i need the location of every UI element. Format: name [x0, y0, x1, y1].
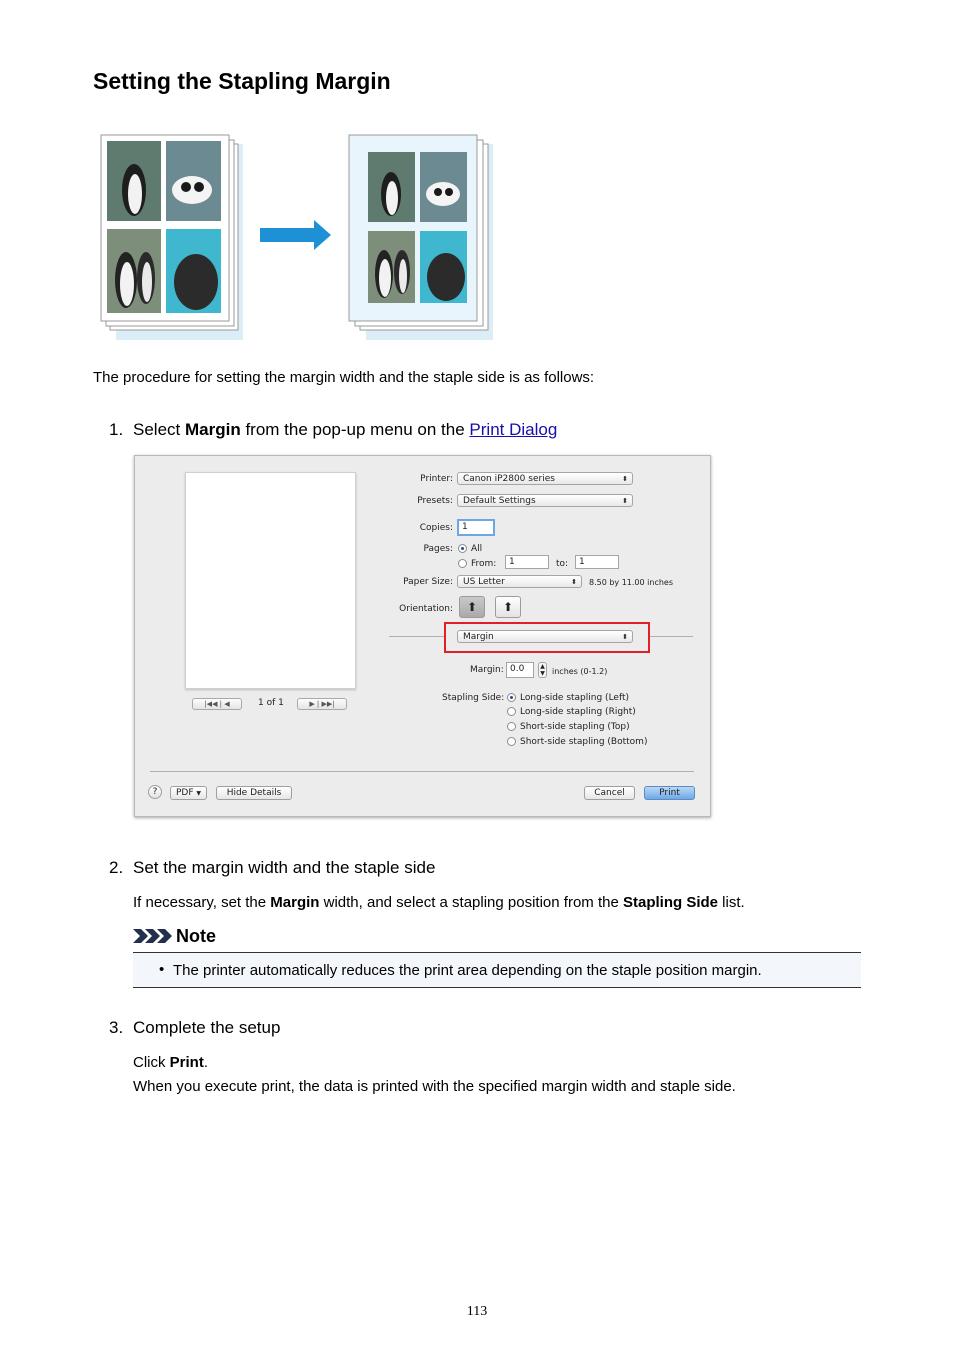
margin-input[interactable]: 0.0	[506, 662, 534, 678]
step-3-title: 3. Complete the setup	[109, 1018, 281, 1037]
step-2-title: 2. Set the margin width and the staple side	[109, 858, 436, 877]
menu-popup-select[interactable]: Margin ⬍	[457, 630, 633, 643]
cancel-button[interactable]: Cancel	[584, 786, 635, 800]
pages-all-radio[interactable]	[458, 544, 467, 553]
step-3-body-1: Click Print.	[133, 1054, 209, 1071]
stapling-option-label: Short-side stapling (Top)	[520, 722, 630, 732]
page-counter: 1 of 1	[258, 698, 284, 708]
printer-label: Printer:	[420, 474, 453, 484]
presets-select[interactable]: Default Settings ⬍	[457, 494, 633, 507]
print-button[interactable]: Print	[644, 786, 695, 800]
stapling-long-left-radio[interactable]	[507, 693, 516, 702]
orientation-label: Orientation:	[399, 604, 453, 614]
stapling-short-top-radio[interactable]	[507, 722, 516, 731]
note-chevrons-icon	[133, 928, 173, 944]
pages-from-label: From:	[471, 559, 497, 569]
stapling-short-bottom-radio[interactable]	[507, 737, 516, 746]
note-box	[133, 952, 861, 988]
step-2-body: If necessary, set the Margin width, and select a stapling position from the Stapling Side list.	[133, 894, 745, 911]
triangle-down-icon: ▼	[196, 790, 202, 797]
to-label: to:	[556, 559, 569, 569]
page-number: 113	[466, 1304, 488, 1319]
divider-left	[389, 636, 445, 637]
footer-divider	[150, 771, 694, 772]
stapling-option-label: Long-side stapling (Right)	[520, 707, 636, 717]
landscape-orientation-icon[interactable]: ⬆	[495, 596, 521, 618]
print-preview	[185, 472, 356, 689]
stapling-option-label: Long-side stapling (Left)	[520, 693, 630, 703]
arrow-right-icon	[260, 220, 331, 250]
to-page-input[interactable]: 1	[575, 555, 619, 569]
emphasis-margin: Margin	[184, 420, 241, 439]
bullet: •	[159, 961, 165, 978]
copies-input[interactable]: 1	[457, 519, 495, 536]
from-page-input[interactable]: 1	[505, 555, 549, 569]
highlight-frame	[444, 622, 650, 653]
print-dialog	[134, 455, 711, 817]
stapling-side-label: Stapling Side:	[442, 693, 505, 703]
note-item: The printer automatically reduces the print area depending on the staple position margin.	[173, 962, 762, 979]
intro-paragraph: The procedure for setting the margin width and the staple side is as follows:	[93, 369, 595, 386]
updown-arrows-icon: ⬍	[622, 497, 628, 505]
step-number: 2.	[109, 858, 124, 877]
pages-from-radio[interactable]	[458, 559, 467, 568]
stapling-margin-illustration	[98, 132, 498, 346]
step-number: 3.	[109, 1018, 124, 1037]
margin-units: inches (0-1.2)	[552, 667, 608, 676]
updown-arrows-icon: ⬍	[622, 475, 628, 483]
hide-details-button[interactable]: Hide Details	[216, 786, 292, 800]
help-button[interactable]: ?	[148, 785, 162, 799]
print-dialog-link[interactable]: Print Dialog	[469, 420, 558, 439]
margin-stepper[interactable]: ▲ ▼	[538, 662, 547, 678]
divider-right	[649, 636, 693, 637]
printer-select[interactable]: Canon iP2800 series ⬍	[457, 472, 633, 485]
pages-all-label: All	[471, 544, 483, 554]
stapling-long-right-radio[interactable]	[507, 707, 516, 716]
step-1-title: 1. Select Margin from the pop-up menu on the Print Dialog	[109, 420, 558, 439]
page-title: Setting the Stapling Margin	[93, 68, 391, 94]
portrait-orientation-icon[interactable]: ⬆	[459, 596, 485, 618]
paper-size-label: Paper Size:	[403, 577, 453, 587]
pdf-menu-button[interactable]: PDF ▼	[170, 786, 207, 800]
pages-label: Pages:	[423, 544, 453, 554]
step-3-body-2: When you execute print, the data is printed with the specified margin width and staple side.	[133, 1078, 736, 1095]
updown-arrows-icon: ⬍	[571, 578, 577, 586]
paper-size-dimensions: 8.50 by 11.00 inches	[589, 578, 674, 587]
note-label: Note	[176, 926, 216, 946]
updown-arrows-icon: ⬍	[622, 633, 628, 641]
presets-label: Presets:	[417, 496, 453, 506]
paper-size-select[interactable]: US Letter ⬍	[457, 575, 582, 588]
margin-label: Margin:	[470, 665, 504, 675]
original-page-stack	[101, 135, 243, 340]
next-last-page-button[interactable]: ▶ | ▶▶|	[297, 698, 347, 710]
step-number: 1.	[109, 420, 124, 439]
stapling-option-label: Short-side stapling (Bottom)	[520, 737, 648, 747]
first-prev-page-button[interactable]: |◀◀ | ◀	[192, 698, 242, 710]
margin-page-stack	[349, 135, 493, 340]
copies-label: Copies:	[419, 523, 453, 533]
